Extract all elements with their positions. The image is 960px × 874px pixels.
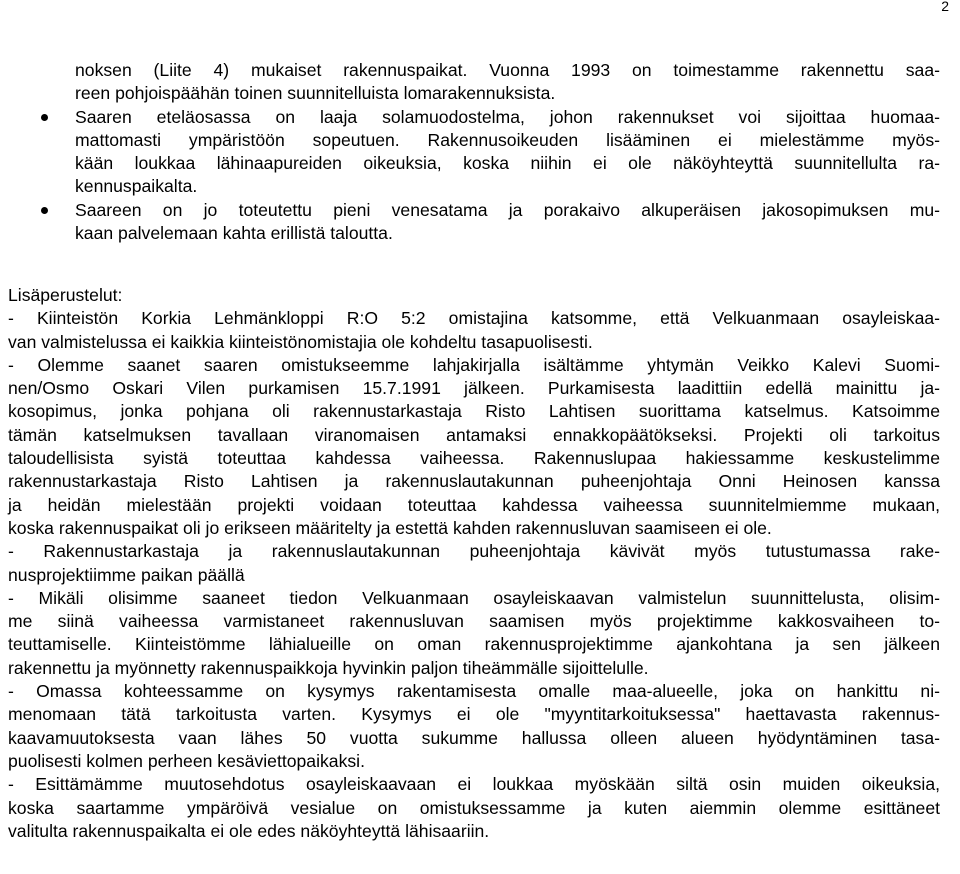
text-line: kosopimus, jonka pohjana oli rakennustarkastaja Risto Lahtisen suorittama katselmus. Katsoimme (8, 401, 940, 422)
text-line: valitulta rakennuspaikalta ei ole edes näköyhteyttä lähisaariin. (8, 820, 490, 841)
text-line: - Kiinteistön Korkia Lehmänkloppi R:O 5:2 omistajina katsomme, että Velkuanmaan osayleiskaa- (8, 308, 940, 329)
text-line: rakennustarkastaja Risto Lahtisen ja rakennuslautakunnan puheenjohtaja Onni Heinosen kanssa (8, 471, 940, 492)
list-item-continuation (75, 59, 940, 106)
text-line: nusprojektiimme paikan päällä (8, 564, 245, 585)
paragraph (8, 587, 940, 680)
text-line: koska saartamme ympäröivä vesialue on omistuksessamme ja kuten aiemmin olemme esittäneet (8, 797, 940, 818)
text-line: Saaren eteläosassa on laaja solamuodostelma, johon rakennukset voi sijoittaa huomaa- (75, 106, 940, 127)
paragraph (8, 354, 940, 540)
paragraph (8, 680, 940, 773)
list-item-bullet (75, 199, 940, 246)
text-line: mattomasti ympäristöön sopeutuen. Rakennusoikeuden lisääminen ei mielestämme myös- (75, 129, 940, 150)
text-line: menomaan tätä tarkoitusta varten. Kysymys ei ole "myyntitarkoituksessa" haettavasta rakennus- (8, 704, 940, 725)
text-line: puolisesti kolmen perheen kesäviettopaikaksi. (8, 750, 365, 771)
text-line: ja heidän mielestään projekti voidaan toteuttaa kahdessa vaiheessa suunnitelmiemme mukaan, (8, 494, 940, 515)
section-heading: Lisäperustelut: (8, 285, 123, 305)
text-line: me siinä vaiheessa varmistaneet rakennusluvan saamisen myös projektimme kakkosvaiheen to- (8, 611, 940, 632)
bullet-icon (41, 207, 48, 214)
text-line: - Rakennustarkastaja ja rakennuslautakunnan puheenjohtaja kävivät myös tutustumassa rake- (8, 541, 940, 562)
text-line: tämän katselmuksen tavallaan viranomaisen antamaksi ennakkopäätökseksi. Projekti oli tarkoitus (8, 424, 940, 445)
text-line: reen pohjoispäähän toinen suunnitelluista lomarakennuksista. (75, 83, 556, 104)
bullet-icon (41, 114, 48, 121)
paragraph (8, 540, 940, 587)
paragraph (8, 307, 940, 354)
text-line: kaan palvelemaan kahta erillistä taloutta. (75, 223, 393, 244)
text-line: Saareen on jo toteutettu pieni venesatama ja porakaivo alkuperäisen jakosopimuksen mu- (75, 199, 940, 220)
bullet-list (75, 59, 940, 245)
text-line: noksen (Liite 4) mukaiset rakennuspaikat. Vuonna 1993 on toimestamme rakennettu saa- (75, 60, 940, 80)
text-line: taloudellisista syistä toteuttaa kahdessa vaiheessa. Rakennuslupaa hakiessamme keskustelimme (8, 448, 940, 469)
text-line: rakennettu ja myönnetty rakennuspaikkoja hyvinkin paljon tiheämmälle sijoittelulle. (8, 657, 649, 678)
text-line: nen/Osmo Oskari Vilen purkamisen 15.7.1991 jälkeen. Purkamisesta laadittiin edellä mainittu ja- (8, 378, 940, 399)
page-number: 2 (941, 0, 949, 14)
text-line: teuttamiselle. Kiinteistömme lähialueille on oman rakennusprojektimme ajankohtana ja sen jälkeen (8, 634, 940, 655)
text-line: - Omassa kohteessamme on kysymys rakentamisesta omalle maa-alueelle, joka on hankittu ni- (8, 681, 940, 702)
text-line: koska rakennuspaikat oli jo erikseen määritelty ja estettä kahden rakennusluvan saamiseen ei ole. (8, 517, 772, 538)
paragraph (8, 773, 940, 843)
list-item-bullet (75, 106, 940, 199)
text-line: van valmistelussa ei kaikkia kiinteistönomistajia ole kohdeltu tasapuolisesti. (8, 331, 593, 352)
text-line: kennuspaikalta. (75, 176, 198, 197)
text-line: - Olemme saanet saaren omistukseemme lahjakirjalla isältämme yhtymän Veikko Kalevi Suomi- (8, 354, 940, 375)
text-line: kaavamuutoksesta vaan lähes 50 vuotta sukumme hallussa olleen alueen hyödyntäminen tasa- (8, 727, 940, 748)
text-line: kään loukkaa lähinaapureiden oikeuksia, koska niihin ei ole näköyhteyttä suunnitellulta ra- (75, 153, 940, 174)
text-line: - Esittämämme muutosehdotus osayleiskaavaan ei loukkaa myöskään siltä osin muiden oikeuksia, (8, 774, 940, 795)
text-line: - Mikäli olisimme saaneet tiedon Velkuanmaan osayleiskaavan valmistelun suunnittelusta, olisim- (8, 587, 940, 608)
additional-justifications-section (8, 284, 940, 843)
